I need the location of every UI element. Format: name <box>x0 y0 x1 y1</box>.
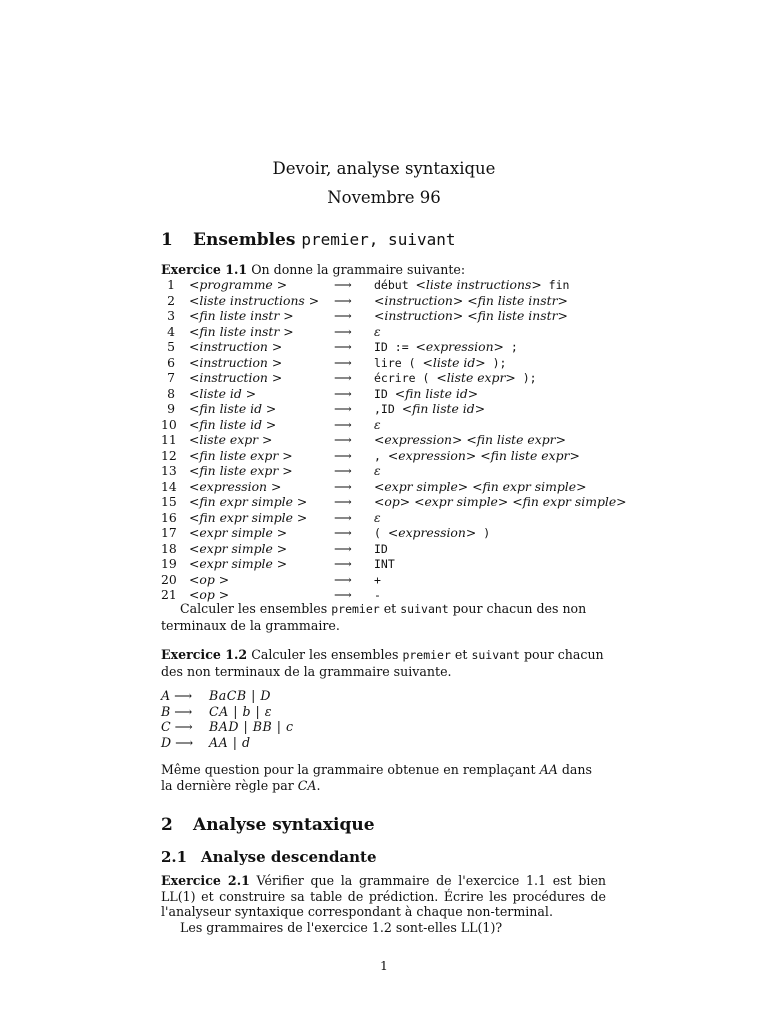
rule-number: 16 <box>161 509 177 525</box>
grammar-2-rule <box>161 704 461 720</box>
grammar-rule <box>161 308 621 324</box>
grammar-rule <box>161 293 621 309</box>
rule-number: 17 <box>161 525 177 540</box>
rule-number: 1 <box>167 277 175 292</box>
grammar-rule <box>161 541 621 557</box>
rule-number: 15 <box>161 494 177 509</box>
keyword-premier: premier <box>331 602 380 616</box>
grammar-rule <box>161 479 621 495</box>
grammar-rule <box>161 277 621 293</box>
grammar-rules-table <box>161 277 627 603</box>
keyword-premier: premier <box>402 648 451 662</box>
rule-number: 7 <box>167 370 175 385</box>
rule-rhs <box>374 339 518 356</box>
section-1-heading <box>161 230 455 250</box>
rule-lhs: <fin liste instr > <box>189 323 294 339</box>
rule-arrow: ⟶ <box>334 463 352 478</box>
section-number: 2 <box>161 815 173 835</box>
rule-rhs <box>374 277 569 294</box>
rule-number: 11 <box>161 432 177 447</box>
nonterminal: ε <box>374 416 381 432</box>
grammar-rule <box>161 448 621 464</box>
subsection-number: 2.1 <box>161 848 188 866</box>
question-text: et <box>383 601 397 616</box>
rule-lhs: <fin liste id > <box>189 401 277 416</box>
exercise-text: Calculer les ensembles <box>251 647 399 662</box>
exercise-text: pour chacun des non terminaux de la grammaire suivante. <box>161 647 604 679</box>
section-number: 1 <box>161 230 173 250</box>
grammar-rule <box>161 355 621 371</box>
rule-lhs: <instruction > <box>189 339 283 354</box>
keyword-suivant: suivant <box>471 648 520 662</box>
grammar-rule <box>161 525 621 541</box>
grammar-rule <box>161 339 621 355</box>
rule-rhs <box>374 479 586 495</box>
nonterminal: <expr simple> <fin expr simple> <box>374 478 587 494</box>
rule-lhs: <fin liste id > <box>189 416 277 432</box>
rule-lhs: <liste id > <box>189 385 257 401</box>
rule-arrow: ⟶ <box>334 525 352 540</box>
question-text: pour chacun des non terminaux de la grammaire. <box>161 601 587 633</box>
rule-arrow: ⟶ <box>334 354 352 370</box>
rule-arrow: ⟶ <box>334 494 352 509</box>
rule-arrow: ⟶ <box>334 277 352 292</box>
nonterminal: <fin liste id> <box>394 385 479 401</box>
rule-rhs: BaCB | D <box>209 688 272 703</box>
rule-number: 8 <box>167 385 175 401</box>
exercise-text: Vérifier que la grammaire de l'exercice 1.1 est bien LL(1) et construire sa table de prédiction. Écrire les procédures de l'analyseur syntaxique correspondant à chaque non-terminal. <box>161 873 607 920</box>
rule-rhs <box>374 448 580 465</box>
exercise-1-1-intro <box>161 262 465 278</box>
terminal-token: fin <box>541 278 570 292</box>
rule-number: 13 <box>161 463 177 478</box>
section-title-code: premier, suivant <box>301 230 456 249</box>
rule-rhs <box>374 324 381 340</box>
rule-lhs: <expr simple > <box>189 556 288 571</box>
rule-arrow: ⟶ <box>334 540 352 556</box>
terminal-token: ID <box>374 541 388 556</box>
terminal-token: ; <box>503 340 518 354</box>
terminal-token: écrire ( <box>374 371 437 385</box>
rule-rhs <box>374 386 478 403</box>
rule-rhs <box>374 432 566 448</box>
rule-number: 18 <box>161 540 177 556</box>
grammar-rule <box>161 417 621 433</box>
exercise-2-1 <box>161 873 606 920</box>
nonterminal: <fin liste id> <box>401 401 486 416</box>
keyword-suivant: suivant <box>400 602 449 616</box>
rule-lhs: <instruction > <box>189 354 283 370</box>
section-title: Analyse syntaxique <box>193 815 375 835</box>
exercise-1-2-followup <box>161 762 606 793</box>
rule-number: 6 <box>167 354 175 370</box>
math-var: AA <box>539 762 558 777</box>
rule-lhs: <liste expr > <box>189 432 273 447</box>
document-title: Devoir, analyse syntaxique <box>272 159 496 178</box>
exercise-text: On donne la grammaire suivante: <box>251 262 466 277</box>
subsection-title: Analyse descendante <box>201 848 377 866</box>
rule-number: 3 <box>167 308 175 323</box>
rule-number: 20 <box>161 571 177 587</box>
rule-rhs: BAD | BB | c <box>209 719 294 735</box>
terminal-token: , <box>374 448 388 463</box>
rule-arrow: ⟶ <box>334 370 352 385</box>
rule-number: 19 <box>161 556 177 571</box>
rule-arrow: ⟶ <box>334 509 352 525</box>
exercise-label: Exercice 2.1 <box>161 873 250 888</box>
grammar-rule <box>161 556 621 572</box>
rule-arrow: ⟶ <box>334 478 352 494</box>
rule-rhs <box>374 556 395 573</box>
exercise-1-1-question <box>161 601 606 633</box>
terminal-token: ); <box>485 355 507 370</box>
rule-number: 14 <box>161 478 177 494</box>
rule-arrow: ⟶ <box>334 416 352 432</box>
rule-rhs <box>374 494 627 510</box>
rule-rhs <box>374 370 537 387</box>
rule-arrow: ⟶ <box>334 432 352 447</box>
question-text: Calculer les ensembles <box>180 601 328 616</box>
terminal-token: - <box>374 588 381 602</box>
rule-lhs: B ⟶ <box>161 703 193 719</box>
rule-rhs <box>374 510 381 526</box>
rule-rhs <box>374 525 490 542</box>
nonterminal: <liste instructions> <box>415 277 542 292</box>
rule-arrow: ⟶ <box>334 292 352 308</box>
nonterminal: <expression> <fin liste expr> <box>374 432 566 447</box>
rule-arrow: ⟶ <box>334 401 352 416</box>
grammar-rule <box>161 494 627 510</box>
nonterminal: <expression> <box>415 339 504 354</box>
rule-arrow: ⟶ <box>334 385 352 401</box>
rule-number: 12 <box>161 447 177 463</box>
terminal-token: lire ( <box>374 355 423 370</box>
rule-lhs: <op > <box>189 571 230 587</box>
rule-number: 2 <box>167 292 175 308</box>
rule-arrow: ⟶ <box>334 556 352 571</box>
grammar-rule <box>161 370 621 386</box>
rule-lhs: <instruction > <box>189 370 283 385</box>
rule-lhs: C ⟶ <box>161 719 193 735</box>
grammar-rule <box>161 572 621 588</box>
rule-lhs: <op > <box>189 587 230 602</box>
grammar-rule <box>161 463 621 479</box>
followup-text: Même question pour la grammaire obtenue en remplaçant <box>161 762 536 777</box>
terminal-token: ( <box>374 526 388 540</box>
rule-rhs <box>374 463 381 479</box>
rule-rhs <box>374 417 381 433</box>
rule-rhs <box>374 401 485 418</box>
rule-arrow: ⟶ <box>334 323 352 339</box>
rule-arrow: ⟶ <box>334 571 352 587</box>
rule-lhs: <fin liste instr > <box>189 308 294 323</box>
rule-lhs: <fin expr simple > <box>189 509 308 525</box>
exercise-2-1-question: Les grammaires de l'exercice 1.2 sont-elles LL(1)? <box>180 920 503 935</box>
followup-text: dans la dernière règle par <box>161 762 592 793</box>
grammar-2-rule <box>161 719 461 735</box>
nonterminal: ε <box>374 509 381 525</box>
rule-number: 10 <box>161 416 177 432</box>
terminal-token: début <box>374 278 416 292</box>
exercise-1-2 <box>161 647 606 679</box>
subsection-2-1-heading <box>161 848 377 866</box>
exercise-text: et <box>454 647 468 662</box>
rule-arrow: ⟶ <box>334 308 352 323</box>
rule-rhs: AA | d <box>209 734 251 750</box>
followup-text: . <box>316 777 321 793</box>
exercise-label: Exercice 1.2 <box>161 647 248 662</box>
rule-number: 4 <box>167 323 175 339</box>
terminal-token: ) <box>476 526 491 540</box>
rule-number: 9 <box>167 401 175 416</box>
terminal-token: INT <box>374 557 395 571</box>
rule-number: 21 <box>161 587 177 602</box>
grammar-rule <box>161 324 621 340</box>
rule-lhs: <expr simple > <box>189 540 288 556</box>
rule-lhs: <expression > <box>189 478 282 494</box>
rule-rhs <box>374 308 568 324</box>
nonterminal: <instruction> <fin liste instr> <box>374 292 568 308</box>
rule-arrow: ⟶ <box>334 447 352 463</box>
rule-lhs: <liste instructions > <box>189 292 320 308</box>
terminal-token: ID <box>374 386 395 401</box>
nonterminal: <liste id> <box>422 354 486 370</box>
rule-lhs: D ⟶ <box>161 734 194 750</box>
rule-lhs: <fin liste expr > <box>189 447 293 463</box>
grammar-rule <box>161 432 621 448</box>
section-title: Ensembles <box>193 230 296 250</box>
rule-rhs <box>374 572 381 589</box>
grammar-rule <box>161 510 621 526</box>
nonterminal: ε <box>374 463 381 478</box>
rule-lhs: <fin expr simple > <box>189 494 308 509</box>
math-var: CA <box>297 777 317 793</box>
terminal-token: ID := <box>374 340 416 354</box>
grammar-rule <box>161 401 621 417</box>
nonterminal: <expression> <fin liste expr> <box>387 447 580 463</box>
terminal-token: + <box>374 572 381 587</box>
section-2-heading <box>161 815 375 835</box>
nonterminal: <liste expr> <box>436 370 516 385</box>
rule-lhs: <expr simple > <box>189 525 288 540</box>
terminal-token: ); <box>515 371 537 385</box>
rule-lhs: A ⟶ <box>161 688 193 703</box>
page-number: 1 <box>380 958 388 973</box>
nonterminal: <expression> <box>387 525 477 540</box>
exercise-label: Exercice 1.1 <box>161 262 248 277</box>
terminal-token: ,ID <box>374 402 402 416</box>
nonterminal: ε <box>374 323 381 339</box>
rule-lhs: <programme > <box>189 277 288 292</box>
nonterminal: <op> <expr simple> <fin expr simple> <box>374 494 627 509</box>
rule-rhs <box>374 355 506 372</box>
rule-arrow: ⟶ <box>334 587 352 602</box>
rule-rhs <box>374 541 388 558</box>
grammar-2-rule <box>161 735 461 751</box>
grammar-rule <box>161 386 621 402</box>
nonterminal: <instruction> <fin liste instr> <box>374 308 568 323</box>
grammar-2-rule <box>161 688 461 704</box>
rule-arrow: ⟶ <box>334 339 352 354</box>
document-date: Novembre 96 <box>327 188 441 207</box>
rule-lhs: <fin liste expr > <box>189 463 293 478</box>
rule-rhs: CA | b | ε <box>209 703 273 719</box>
grammar-2-rules <box>161 688 461 750</box>
rule-rhs <box>374 293 568 309</box>
rule-number: 5 <box>167 339 175 354</box>
